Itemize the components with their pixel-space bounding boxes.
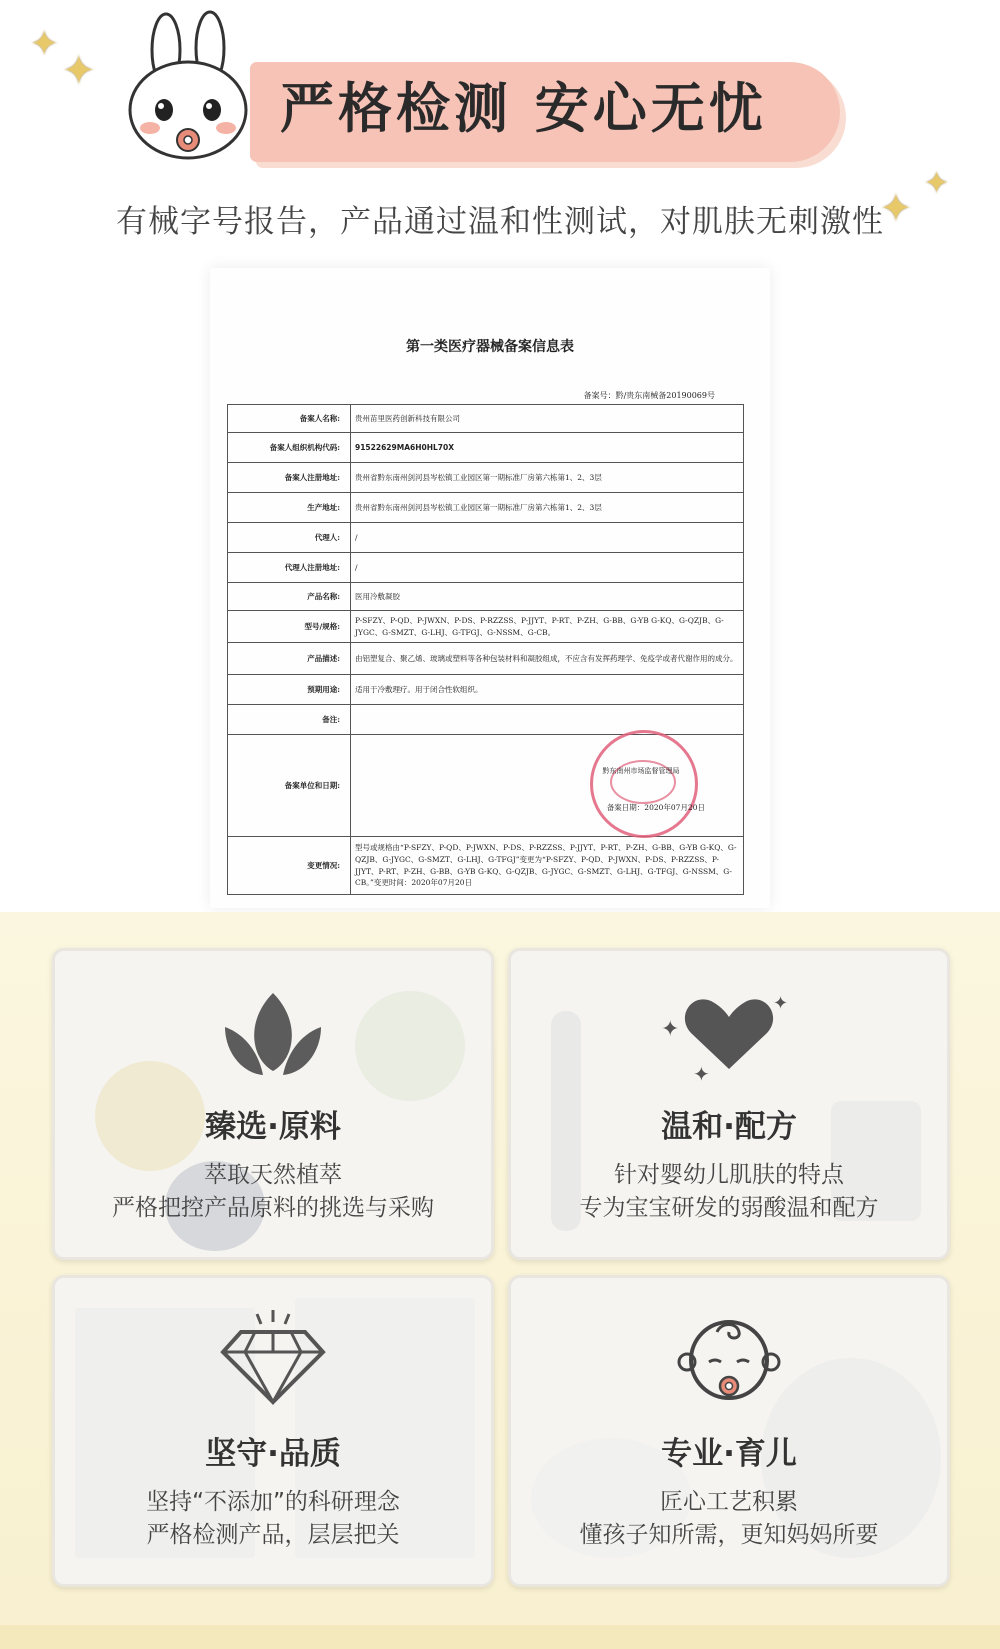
- row-label: 预期用途:: [228, 675, 351, 705]
- feature-line: 懂孩子知所需，更知妈妈所要: [579, 1522, 879, 1548]
- feature-title: 坚守·品质: [205, 1436, 341, 1472]
- feature-line: 专为宝宝研发的弱酸温和配方: [579, 1195, 879, 1221]
- row-value: 型号或规格由“P-SFZY、P-QD、P-JWXN、P-DS、P-RZZSS、P-JJYT、P-RT、P-ZH、G-BB、G-YB G-KQ、G-QZJB、G-JYGC、G-SMZT、G-LHJ、G-TFGJ”变更为“P-SFZY、P-QD、P-JWXN、P-DS、P-RZZSS、P-JJYT、P-RT、P-ZH、G-BB、G-YB G-KQ、G-QZJB、G-JYGC、G-SMZT、G-LHJ、G-TFGJ、G-NSSM、G-CB。”变更时间：2020年07月20日: [351, 837, 744, 895]
- row-value: 由铝塑复合、聚乙烯、玻璃或塑料等各种包装材料和凝胶组成，不应含有发挥药理学、免疫学或者代谢作用的成分。: [351, 643, 744, 675]
- star-icon: ✦: [62, 48, 96, 94]
- bottom-band: [0, 1625, 1000, 1649]
- bunny-mascot-icon: [118, 10, 268, 170]
- row-label: 产品名称:: [228, 583, 351, 611]
- row-value: /: [351, 553, 744, 583]
- page-title: 严格检测 安心无忧: [280, 77, 767, 140]
- star-icon: ✦: [924, 166, 950, 201]
- row-value: 贵州省黔东南州剑河县岑松镇工业园区第一期标准厂房第六栋第1、2、3层: [351, 493, 744, 523]
- row-label: 备案人名称:: [228, 405, 351, 433]
- stamp-text: 黔东南州市场监督管理局: [602, 767, 680, 775]
- row-label: 型号/规格:: [228, 611, 351, 643]
- row-value: P-SFZY、P-QD、P-JWXN、P-DS、P-RZZSS、P-JJYT、P-RT、P-ZH、G-BB、G-YB G-KQ、G-QZJB、G-JYGC、G-SMZT、G-LHJ、G-TFGJ、G-NSSM、G-CB。: [351, 611, 744, 643]
- heart-sparkle-icon: [511, 981, 947, 1091]
- feature-card-quality: [52, 1275, 494, 1587]
- stamp-date: 备案日期：2020年07月20日: [606, 803, 705, 812]
- row-value: 适用于冷敷理疗。用于闭合性软组织。: [351, 675, 744, 705]
- row-value: [351, 705, 744, 735]
- feature-line: 匠心工艺积累: [660, 1489, 798, 1515]
- feature-line: 严格把控产品原料的挑选与采购: [112, 1195, 434, 1221]
- star-icon: ✦: [30, 24, 59, 64]
- row-label: 代理人:: [228, 523, 351, 553]
- row-value: 医用冷敷凝胶: [351, 583, 744, 611]
- row-label: 变更情况:: [228, 837, 351, 895]
- row-label: 备案单位和日期:: [228, 735, 351, 837]
- page-subtitle: 有械字号报告，产品通过温和性测试，对肌肤无刺激性: [116, 204, 884, 240]
- feature-line: 针对婴幼儿肌肤的特点: [614, 1162, 844, 1188]
- row-value: 贵州省黔东南州剑河县岑松镇工业园区第一期标准厂房第六栋第1、2、3层: [351, 463, 744, 493]
- feature-card-parenting: [508, 1275, 950, 1587]
- feature-title: 温和·配方: [661, 1109, 797, 1145]
- row-value: 贵州苗里医药创新科技有限公司: [351, 405, 744, 433]
- leaves-icon: [55, 981, 491, 1081]
- feature-line: 坚持“不添加”的科研理念: [146, 1489, 400, 1515]
- row-label: 代理人注册地址:: [228, 553, 351, 583]
- row-value: 91522629MA6H0HL70X: [351, 433, 744, 463]
- row-label: 备案人组织机构代码:: [228, 433, 351, 463]
- row-value: /: [351, 523, 744, 553]
- star-icon: ✦: [880, 186, 912, 230]
- feature-title: 专业·育儿: [661, 1436, 797, 1472]
- svg-text:✦: ✦: [773, 993, 789, 1014]
- feature-title: 臻选·原料: [205, 1109, 341, 1145]
- feature-line: 严格检测产品，层层把关: [146, 1522, 400, 1548]
- feature-card-ingredients: [52, 948, 494, 1260]
- baby-face-icon: [511, 1304, 947, 1414]
- diamond-icon: [55, 1306, 491, 1406]
- row-label: 备案人注册地址:: [228, 463, 351, 493]
- svg-text:✦: ✦: [661, 1017, 680, 1042]
- document-title: 第一类医疗器械备案信息表: [406, 339, 574, 355]
- feature-line: 萃取天然植萃: [204, 1162, 342, 1188]
- row-label: 备注:: [228, 705, 351, 735]
- document-record-number: 备案号：黔/贵东南械备20190069号: [583, 391, 715, 400]
- feature-card-formula: [508, 948, 950, 1260]
- svg-text:✦: ✦: [693, 1062, 710, 1086]
- row-label: 产品描述:: [228, 643, 351, 675]
- row-label: 生产地址:: [228, 493, 351, 523]
